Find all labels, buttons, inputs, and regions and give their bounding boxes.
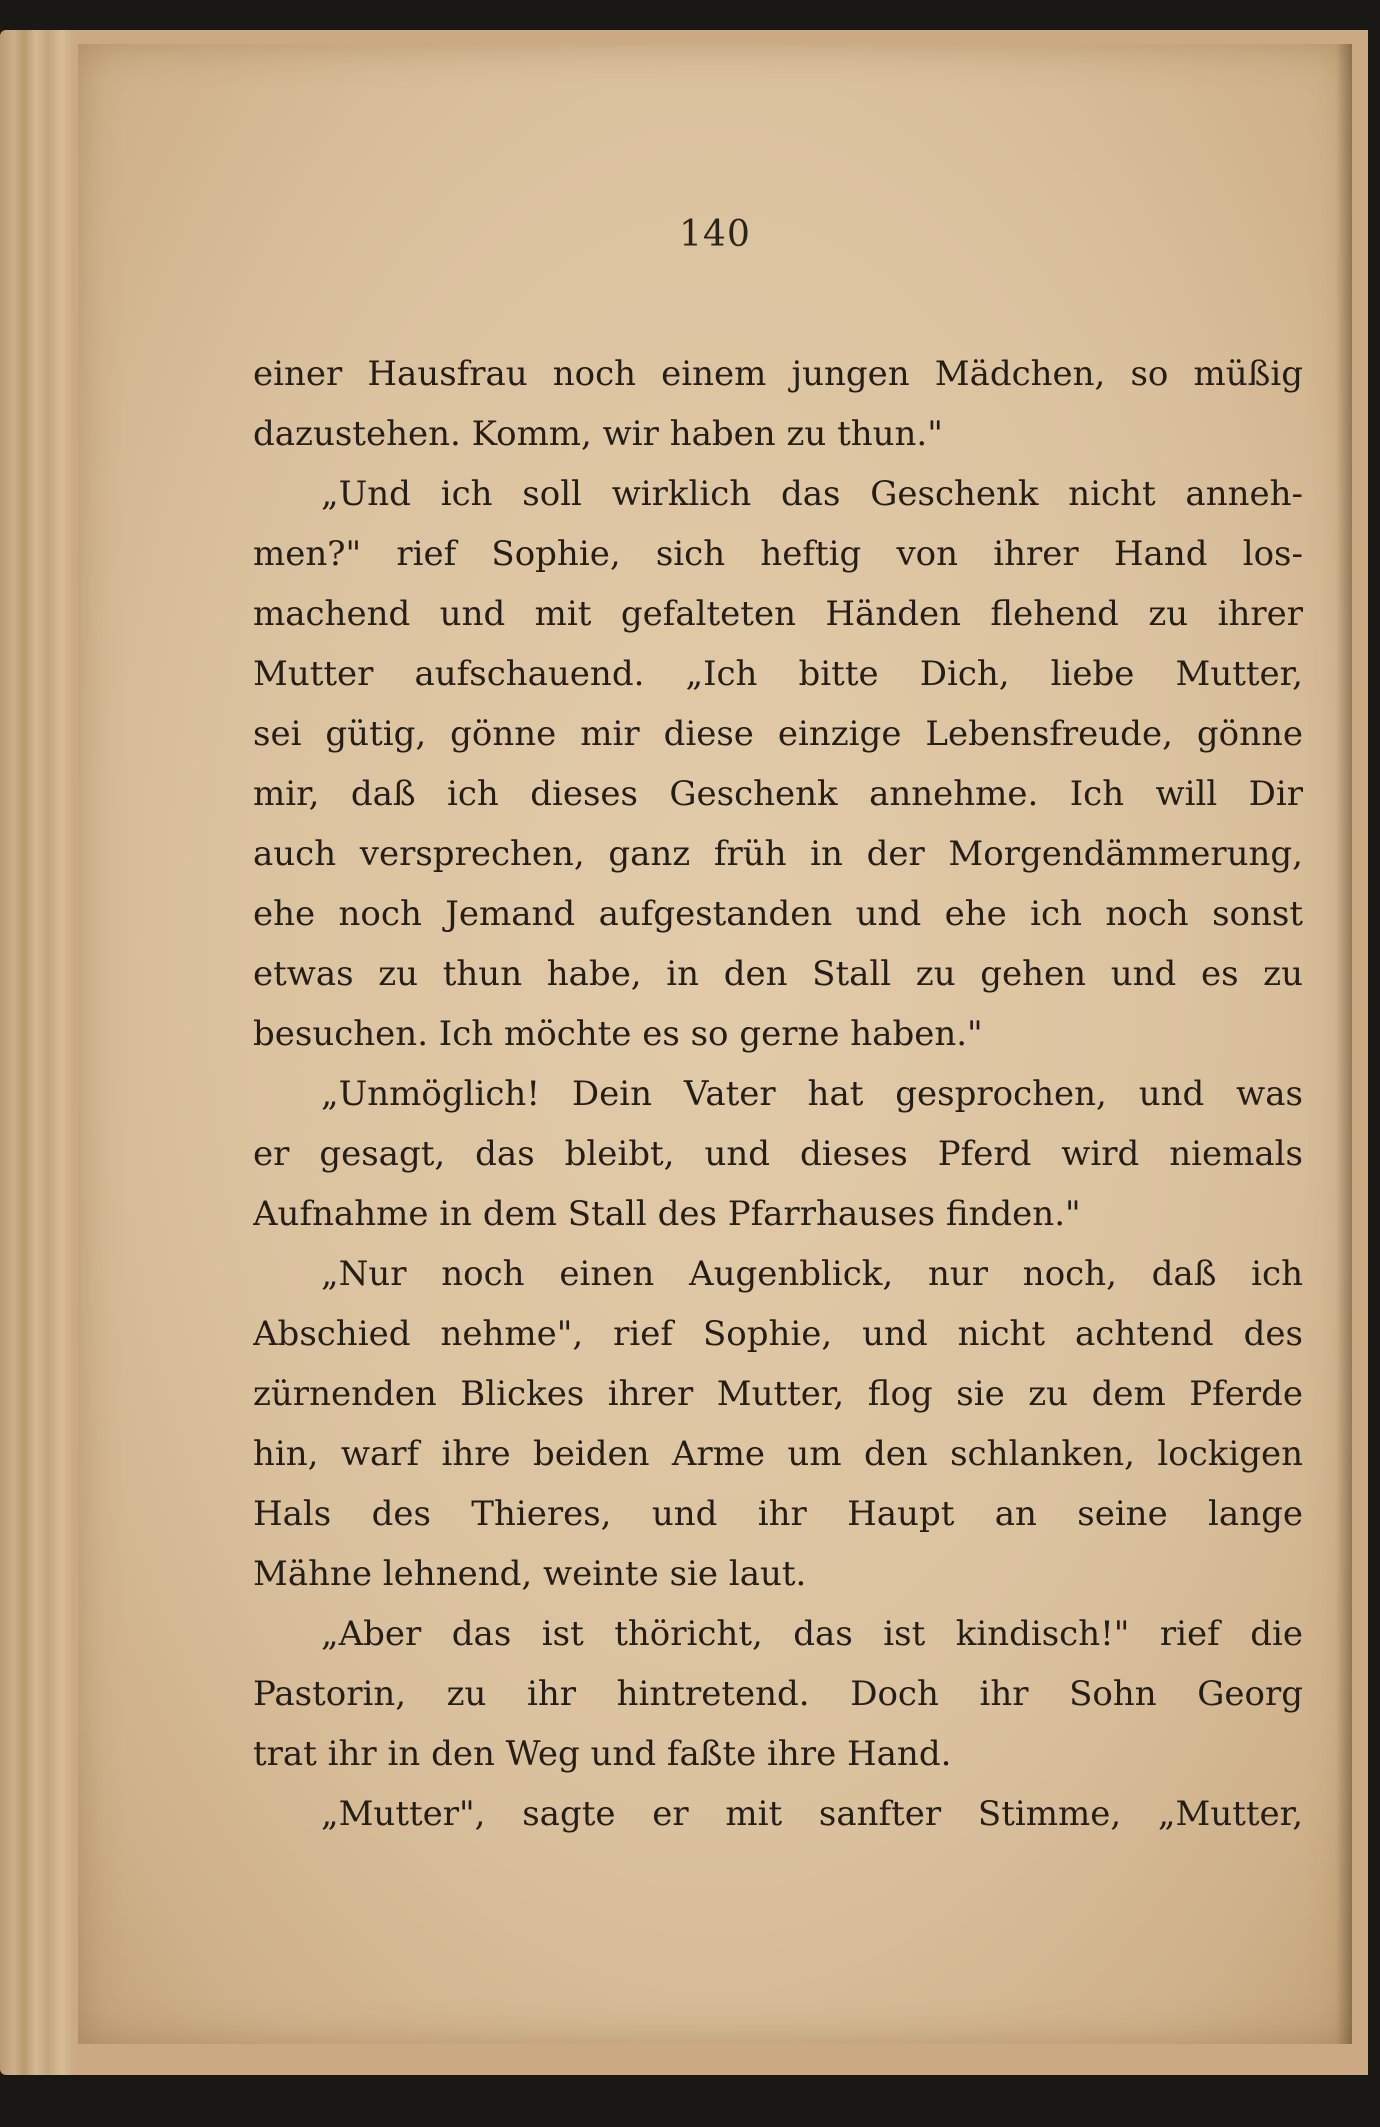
- text-line: Pastorin, zu ihr hintretend. Doch ihr Sohn Georg: [253, 1674, 1303, 1714]
- text-line: men?" rief Sophie, sich heftig von ihrer Hand los-: [253, 534, 1303, 574]
- text-line: „Mutter", sagte er mit sanfter Stimme, „Mutter,: [321, 1794, 1303, 1834]
- page-gutter-shadow: [1336, 44, 1352, 2044]
- text-line: „Und ich soll wirklich das Geschenk nicht anneh-: [321, 474, 1303, 514]
- text-line: „Nur noch einen Augenblick, nur noch, daß ich: [321, 1254, 1303, 1294]
- text-line: Aufnahme in dem Stall des Pfarrhauses finden.": [253, 1194, 1081, 1234]
- body-text: [253, 344, 1303, 1844]
- text-line: Abschied nehme", rief Sophie, und nicht achtend des: [253, 1314, 1303, 1354]
- text-line: einer Hausfrau noch einem jungen Mädchen, so müßig: [253, 354, 1303, 394]
- text-line: er gesagt, das bleibt, und dieses Pferd wird niemals: [253, 1134, 1303, 1174]
- text-line: sei gütig, gönne mir diese einzige Lebensfreude, gönne: [253, 714, 1303, 754]
- text-line: Hals des Thieres, und ihr Haupt an seine lange: [253, 1494, 1303, 1534]
- text-line: „Unmöglich! Dein Vater hat gesprochen, und was: [321, 1074, 1303, 1114]
- text-line: besuchen. Ich möchte es so gerne haben.": [253, 1014, 983, 1054]
- text-line: etwas zu thun habe, in den Stall zu gehen und es zu: [253, 954, 1303, 994]
- text-line: machend und mit gefalteten Händen flehend zu ihrer: [253, 594, 1303, 634]
- text-line: auch versprechen, ganz früh in der Morgendämmerung,: [253, 834, 1303, 874]
- book-page: [78, 44, 1352, 2044]
- text-line: trat ihr in den Weg und faßte ihre Hand.: [253, 1734, 952, 1774]
- text-line: ehe noch Jemand aufgestanden und ehe ich noch sonst: [253, 894, 1303, 934]
- page-number: 140: [679, 214, 751, 255]
- text-line: dazustehen. Komm, wir haben zu thun.": [253, 414, 943, 454]
- text-line: hin, warf ihre beiden Arme um den schlanken, lockigen: [253, 1434, 1303, 1474]
- text-line: „Aber das ist thöricht, das ist kindisch!" rief die: [321, 1614, 1303, 1654]
- text-line: Mähne lehnend, weinte sie laut.: [253, 1554, 807, 1594]
- text-line: zürnenden Blickes ihrer Mutter, flog sie zu dem Pferde: [253, 1374, 1303, 1414]
- text-line: Mutter aufschauend. „Ich bitte Dich, liebe Mutter,: [253, 654, 1303, 694]
- text-line: mir, daß ich dieses Geschenk annehme. Ich will Dir: [253, 774, 1303, 814]
